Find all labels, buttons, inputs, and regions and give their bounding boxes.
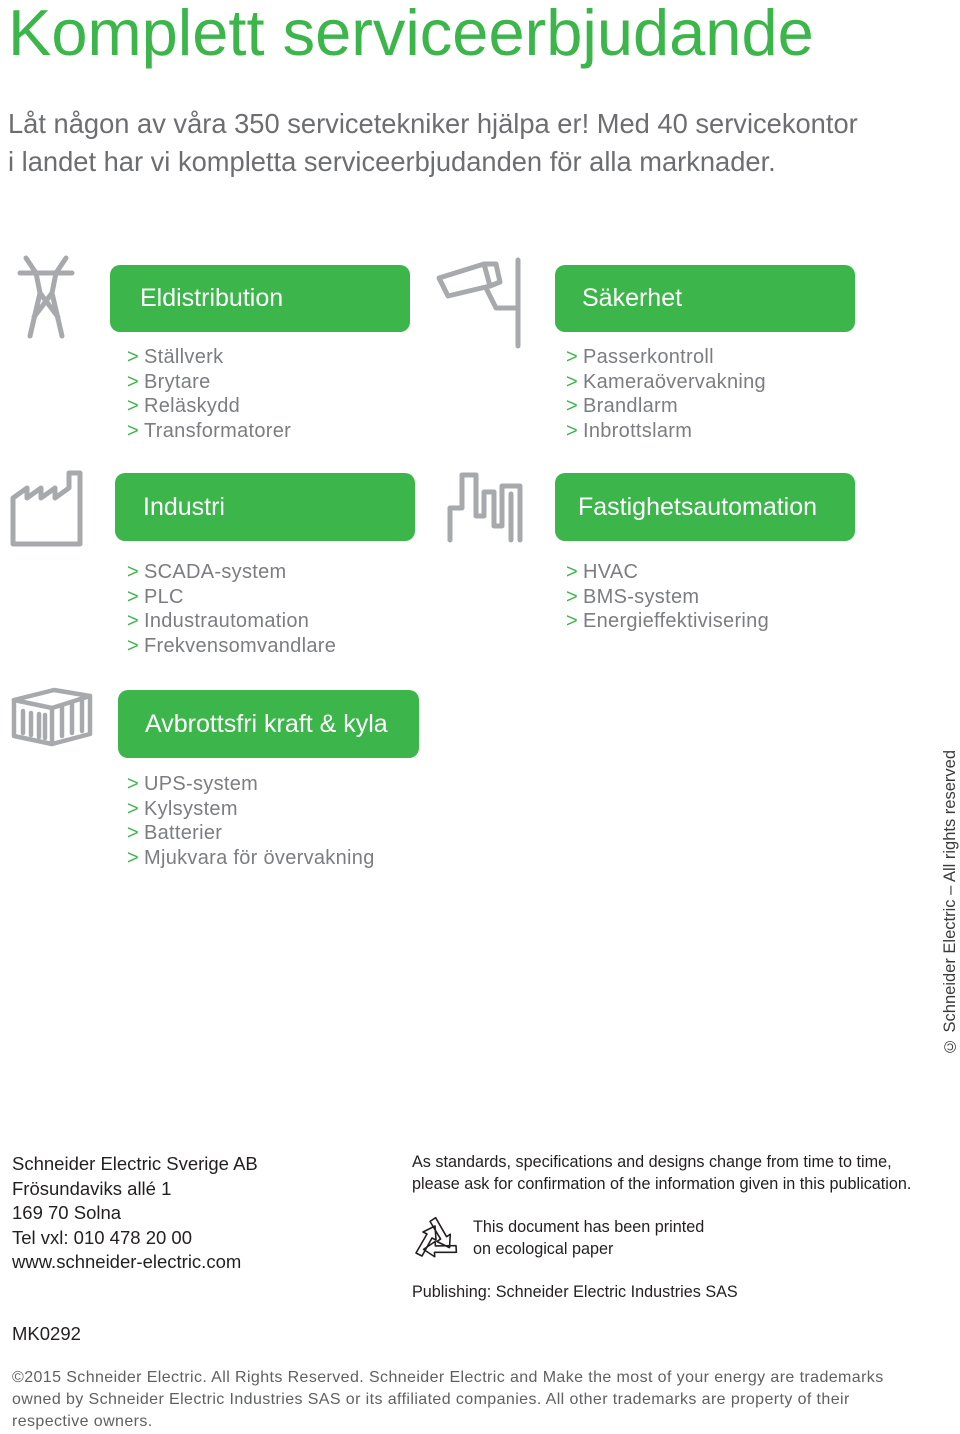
eco-note-line: This document has been printed — [473, 1218, 705, 1236]
list-marker: > — [127, 395, 139, 418]
buildings-icon — [446, 470, 526, 544]
list-item — [127, 772, 375, 797]
security-camera-icon — [434, 256, 526, 350]
list-item — [127, 846, 375, 871]
list-item — [127, 394, 291, 419]
list-item — [127, 560, 336, 585]
disclaimer-line: please ask for confirmation of the information given in this publication. — [412, 1175, 912, 1193]
list-item-label: Energieffektivisering — [582, 610, 770, 633]
list-item-label: Frekvensomvandlare — [143, 634, 337, 657]
intro-line: i landet har vi kompletta serviceerbjudanden för alla marknader. — [8, 146, 776, 177]
list-marker: > — [127, 773, 139, 795]
list-item — [566, 370, 766, 395]
list-item — [127, 797, 375, 822]
service-list-eldistribution — [127, 345, 291, 443]
list-marker: > — [566, 395, 578, 418]
list-item-label: Brandlarm — [582, 395, 678, 418]
list-item — [127, 821, 375, 846]
data-center-icon — [10, 686, 94, 748]
intro-paragraph — [8, 105, 858, 181]
list-marker: > — [127, 634, 139, 657]
list-item — [127, 370, 291, 395]
list-item — [127, 585, 336, 610]
contact-address — [12, 1152, 258, 1275]
list-marker: > — [127, 846, 139, 869]
copyright-line: ©2015 Schneider Electric. All Rights Reserved. Schneider Electric and Make the most of your energy are trademarks — [12, 1369, 884, 1386]
list-item — [127, 609, 336, 634]
service-list-sakerhet — [566, 345, 766, 443]
service-heading-label: Industri — [143, 493, 225, 521]
list-item-label: Inbrottslarm — [582, 419, 693, 442]
service-heading-label: Avbrottsfri kraft & kyla — [145, 710, 388, 738]
factory-icon — [8, 468, 86, 548]
service-heading-avbrottsfri-kraft — [118, 690, 419, 758]
publisher-line: Publishing: Schneider Electric Industries SAS — [412, 1283, 738, 1301]
service-heading-label: Eldistribution — [140, 284, 284, 312]
power-pylon-icon — [12, 253, 80, 341]
company-name: Schneider Electric Sverige AB — [12, 1153, 258, 1174]
website-link[interactable]: www.schneider-electric.com — [12, 1251, 242, 1272]
service-heading-sakerhet — [555, 265, 855, 332]
service-heading-eldistribution — [110, 265, 410, 332]
intro-line: Låt någon av våra 350 servicetekniker hjälpa er! Med 40 servicekontor — [8, 108, 858, 139]
list-item-label: Brytare — [143, 370, 211, 393]
list-item-label: BMS-system — [582, 585, 700, 608]
list-marker: > — [566, 610, 578, 633]
list-marker: > — [127, 797, 139, 820]
rights-notice-vertical: © Schneider Electric – All rights reserved — [941, 750, 959, 1056]
list-item-label: Kylsystem — [143, 797, 238, 820]
list-marker: > — [127, 610, 139, 633]
service-list-fastighetsautomation — [566, 560, 769, 634]
list-item — [127, 419, 291, 444]
list-item — [127, 634, 336, 659]
disclaimer-line: As standards, specifications and designs change from time to time, — [412, 1153, 892, 1171]
list-item — [566, 345, 766, 370]
list-item — [566, 585, 769, 610]
list-marker: > — [566, 370, 578, 393]
list-item-label: Industrautomation — [143, 610, 310, 633]
list-marker: > — [566, 419, 578, 442]
disclaimer — [412, 1151, 911, 1195]
phone-number: Tel vxl: 010 478 20 00 — [12, 1226, 192, 1248]
service-heading-fastighetsautomation — [555, 473, 855, 541]
list-item-label: SCADA-system — [143, 561, 287, 583]
page-title: Komplett serviceerbjudande — [8, 0, 814, 69]
list-item — [127, 345, 291, 370]
eco-note-line: on ecological paper — [473, 1240, 614, 1258]
list-marker: > — [127, 585, 139, 608]
list-marker: > — [566, 585, 578, 608]
service-list-industri — [127, 560, 336, 658]
list-item-label: Passerkontroll — [582, 346, 714, 368]
list-item-label: Transformatorer — [143, 419, 292, 442]
list-item-label: Batterier — [143, 822, 223, 845]
service-heading-industri — [115, 473, 415, 541]
copyright-notice — [12, 1367, 884, 1432]
recycle-icon — [408, 1211, 464, 1267]
copyright-line: owned by Schneider Electric Industries SAS or its affiliated companies. All other trademarks are property of their — [12, 1390, 850, 1408]
copyright-line: respective owners. — [12, 1412, 153, 1430]
list-marker: > — [127, 346, 139, 368]
list-item — [566, 560, 769, 585]
list-marker: > — [127, 419, 139, 442]
list-marker: > — [566, 561, 578, 583]
list-item — [566, 394, 766, 419]
list-item-label: PLC — [143, 585, 184, 608]
street-address: Frösundaviks allé 1 — [12, 1177, 172, 1199]
list-item-label: Mjukvara för övervakning — [143, 846, 375, 869]
service-heading-label: Fastighetsautomation — [578, 493, 818, 521]
list-item-label: Reläskydd — [143, 395, 241, 418]
list-marker: > — [127, 561, 139, 583]
list-item — [566, 419, 766, 444]
list-item — [566, 609, 769, 634]
eco-note — [473, 1216, 704, 1260]
list-marker: > — [127, 370, 139, 393]
list-item-label: HVAC — [582, 561, 639, 583]
list-marker: > — [127, 822, 139, 845]
list-item-label: Kameraövervakning — [582, 370, 766, 393]
list-marker: > — [566, 346, 578, 368]
list-item-label: UPS-system — [143, 773, 259, 795]
service-list-avbrottsfri-kraft — [127, 772, 375, 870]
document-code: MK0292 — [12, 1323, 81, 1344]
postal-address: 169 70 Solna — [12, 1202, 122, 1223]
list-item-label: Ställverk — [143, 346, 224, 368]
service-heading-label: Säkerhet — [582, 284, 683, 312]
